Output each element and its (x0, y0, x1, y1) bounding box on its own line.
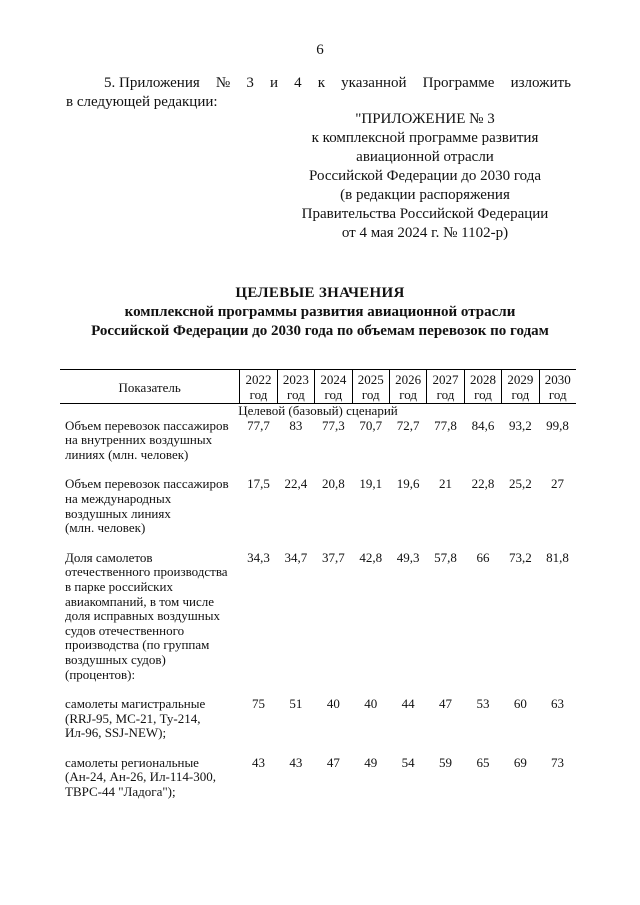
value-cell: 19,6 (396, 476, 420, 492)
appendix-line: "ПРИЛОЖЕНИЕ № 3 (355, 111, 495, 127)
year-header (352, 370, 389, 404)
paragraph-word: и (269, 75, 278, 91)
year-label: 2027 (432, 372, 459, 387)
indicator-label-line: (RRJ-95, МС-21, Ту-214, (65, 710, 201, 726)
indicator-label-line: воздушных линиях (65, 505, 171, 521)
indicator-label-line: авиакомпаний, в том числе (65, 593, 215, 609)
paragraph-word: 3 (246, 75, 254, 91)
value-cell: 22,8 (471, 476, 495, 492)
value-cell: 43 (289, 754, 303, 770)
value-cell: 65 (476, 754, 490, 770)
paragraph-word: 4 (294, 75, 302, 91)
paragraph-word: 5. Приложения (104, 75, 200, 91)
value-cell: 37,7 (321, 549, 345, 565)
value-cell: 53 (476, 696, 490, 712)
paragraph-word: № (215, 75, 231, 91)
indicator-label-line: Ил-96, SSJ-NEW); (65, 725, 167, 741)
indicator-label-line: производства (по группам (65, 637, 210, 653)
value-cell: 77,3 (321, 417, 345, 433)
indicator-label-line: доля исправных воздушных (65, 608, 220, 624)
value-cell: 59 (439, 754, 453, 770)
indicator-label (60, 756, 240, 800)
value-cell: 17,5 (247, 476, 270, 492)
amendment-paragraph (66, 74, 571, 112)
title-line-2: комплексной программы развития авиационной отрасли (124, 304, 516, 320)
indicator-label-line: Доля самолетов (65, 549, 153, 565)
paragraph-line-1 (66, 74, 571, 93)
indicator-label-line: (млн. человек) (65, 520, 146, 536)
year-unit: год (548, 387, 567, 402)
value-cell: 34,7 (284, 549, 308, 565)
value-cell: 75 (252, 696, 266, 712)
value-cell: 22,4 (284, 476, 308, 492)
value-cell: 93,2 (508, 417, 532, 433)
document-title (0, 284, 640, 341)
appendix-line: от 4 мая 2024 г. № 1102-р) (341, 225, 509, 241)
indicator-label-line: в парке российских (65, 578, 173, 594)
value-cell: 42,8 (359, 549, 383, 565)
year-label: 2028 (469, 372, 496, 387)
value-cell: 47 (439, 696, 453, 712)
value-cell: 27 (551, 476, 565, 492)
indicator-header: Показатель (60, 370, 240, 404)
paragraph-word: к (317, 75, 326, 91)
indicator-label-line: на международных (65, 490, 172, 506)
title-line-1: ЦЕЛЕВЫЕ ЗНАЧЕНИЯ (235, 285, 405, 301)
value-cell: 73,2 (508, 549, 532, 565)
table-row (60, 419, 576, 478)
table-row (60, 477, 576, 550)
indicator-label-line: воздушных судов) (65, 651, 166, 667)
indicator-label-line: судов отечественного (65, 622, 185, 638)
target-values-table (60, 369, 576, 800)
indicator-label-line: линиях (млн. человек) (65, 446, 189, 462)
year-unit: год (287, 387, 305, 402)
paragraph-word: изложить (510, 75, 571, 91)
value-cell: 77,8 (434, 417, 457, 433)
table-header-row (60, 370, 576, 404)
year-header (427, 370, 464, 404)
value-cell: 83 (289, 417, 303, 433)
value-cell: 20,8 (321, 476, 345, 492)
value-cell: 34,3 (247, 549, 270, 565)
year-unit: год (474, 387, 492, 402)
scenario-row (60, 404, 576, 419)
value-cell: 49 (364, 754, 378, 770)
year-unit: год (436, 387, 455, 402)
indicator-label-line: (процентов): (65, 666, 136, 682)
indicator-label-line: (Ан-24, Ан-26, Ил-114-300, (65, 769, 216, 785)
value-cell: 21 (439, 476, 453, 492)
year-label: 2023 (282, 372, 309, 387)
year-unit: год (511, 387, 530, 402)
year-unit: год (249, 387, 268, 402)
appendix-line: авиационной отрасли (356, 149, 494, 165)
indicator-label (60, 697, 240, 756)
scenario-label: Целевой (базовый) сценарий (238, 403, 398, 418)
value-cell: 72,7 (396, 417, 420, 433)
value-cell: 69 (513, 754, 527, 770)
appendix-line: (в редакции распоряжения (340, 187, 510, 203)
paragraph-line-2: в следующей редакции: (66, 94, 218, 110)
table-row (60, 551, 576, 697)
indicator-label-line: на внутренних воздушных (65, 432, 213, 448)
value-cell: 84,6 (471, 417, 495, 433)
year-header (240, 370, 277, 404)
value-cell: 73 (551, 754, 565, 770)
value-cell: 99,8 (546, 417, 569, 433)
year-header (277, 370, 314, 404)
value-cell: 25,2 (508, 476, 532, 492)
value-cell: 81,8 (546, 549, 569, 565)
appendix-line: Российской Федерации до 2030 года (308, 168, 542, 184)
value-cell: 49,3 (396, 549, 420, 565)
value-cell: 43 (252, 754, 266, 770)
year-header (539, 370, 576, 404)
value-cell: 19,1 (359, 476, 383, 492)
value-cell: 51 (289, 696, 303, 712)
paragraph-word: указанной (341, 75, 407, 91)
value-cell: 47 (326, 754, 340, 770)
indicator-label-line: отечественного производства (65, 564, 228, 580)
value-cell: 54 (401, 754, 415, 770)
year-label: 2025 (357, 372, 384, 387)
indicator-label (60, 477, 240, 550)
table-row (60, 756, 576, 800)
value-cell: 57,8 (434, 549, 457, 565)
page-number: 6 (316, 42, 324, 58)
title-line-3: Российской Федерации до 2030 года по объемам перевозок по годам (91, 323, 549, 339)
value-cell: 40 (364, 696, 378, 712)
indicator-label-line: самолеты магистральные (65, 696, 206, 712)
indicator-label (60, 551, 240, 697)
indicator-label (60, 419, 240, 478)
year-label: 2029 (507, 372, 534, 387)
value-cell: 60 (513, 696, 527, 712)
indicator-label-line: Объем перевозок пассажиров (65, 476, 229, 492)
year-header (464, 370, 501, 404)
appendix-line: к комплексной программе развития (311, 130, 539, 146)
value-cell: 44 (401, 696, 415, 712)
value-cell: 77,7 (247, 417, 270, 433)
year-label: 2024 (320, 372, 347, 387)
year-header (389, 370, 426, 404)
year-label: 2030 (544, 372, 571, 387)
paragraph-word: Программе (422, 75, 495, 91)
appendix-header (290, 110, 560, 243)
appendix-line: Правительства Российской Федерации (301, 206, 549, 222)
value-cell: 66 (476, 549, 490, 565)
year-label: 2026 (395, 372, 422, 387)
indicator-label-line: ТВРС-44 "Ладога"); (65, 784, 176, 800)
indicator-label-line: самолеты региональные (65, 754, 199, 770)
value-cell: 40 (326, 696, 340, 712)
year-label: 2022 (245, 372, 272, 387)
indicator-label-line: Объем перевозок пассажиров (65, 417, 229, 433)
year-header (315, 370, 352, 404)
year-header (502, 370, 539, 404)
year-unit: год (361, 387, 380, 402)
table-row (60, 697, 576, 756)
value-cell: 63 (551, 696, 565, 712)
value-cell: 70,7 (359, 417, 383, 433)
year-unit: год (324, 387, 343, 402)
year-unit: год (399, 387, 418, 402)
